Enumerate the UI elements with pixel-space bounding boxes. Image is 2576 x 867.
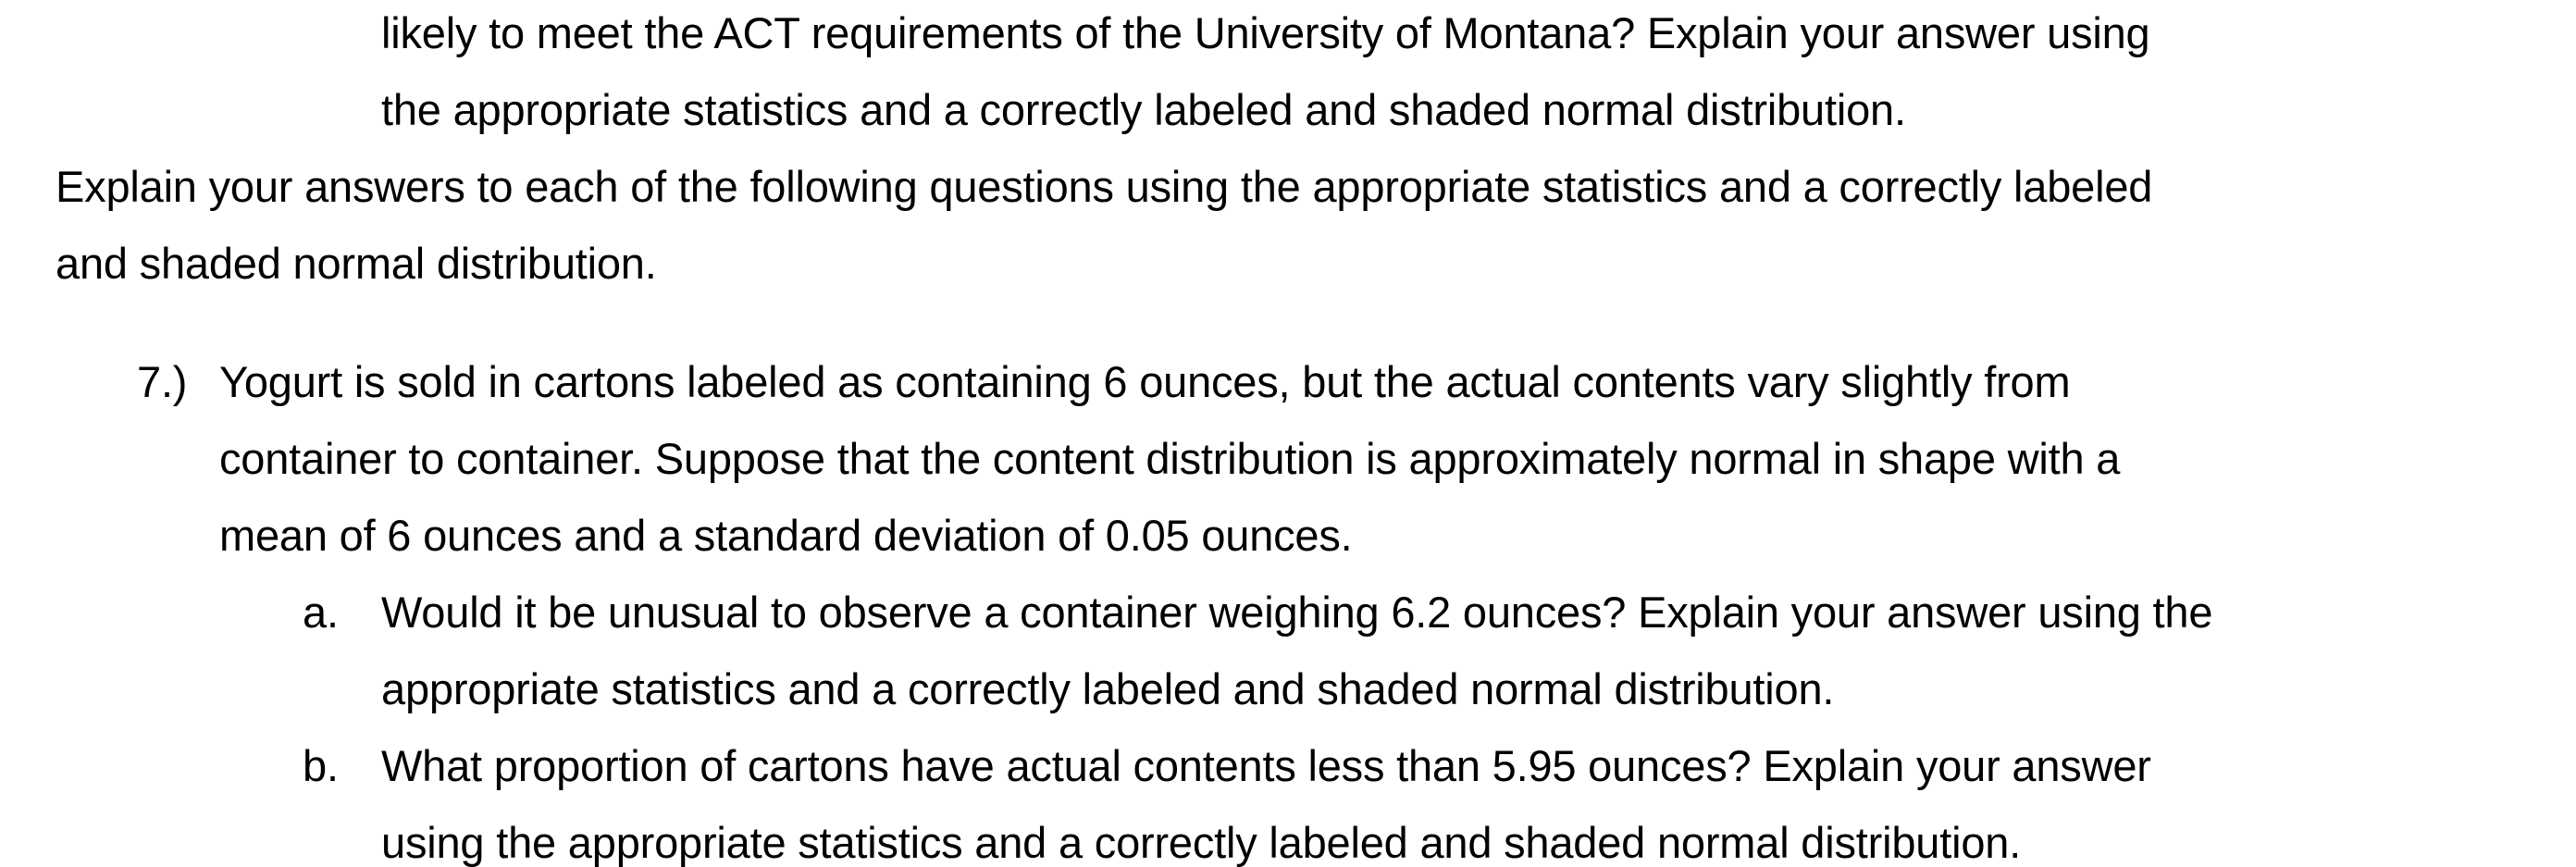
part-b-letter: b. [303, 741, 339, 790]
part-b-line-2: using the appropriate statistics and a correctly labeled and shaded normal distribution. [381, 818, 2022, 867]
part-a-line-1: Would it be unusual to observe a container weighing 6.2 ounces? Explain your answer using the [381, 588, 2213, 637]
instructions-line-2: and shaded normal distribution. [56, 239, 657, 288]
question-number: 7.) [137, 357, 188, 406]
instructions-line-1: Explain your answers to each of the following questions using the appropriate statistics and a correctly labeled [56, 162, 2153, 211]
part-a-letter: a. [303, 588, 339, 637]
part-a-line-2: appropriate statistics and a correctly labeled and shaded normal distribution. [381, 664, 1835, 713]
question-7-line-3: mean of 6 ounces and a standard deviation of 0.05 ounces. [219, 511, 1353, 560]
question-7-line-2: container to container. Suppose that the content distribution is approximately normal in shape with a [219, 434, 2121, 483]
previous-question-line-1: likely to meet the ACT requirements of the University of Montana? Explain your answer using [381, 8, 2150, 57]
previous-question-line-2: the appropriate statistics and a correctly labeled and shaded normal distribution. [381, 85, 1906, 134]
question-7-line-1: Yogurt is sold in cartons labeled as containing 6 ounces, but the actual contents vary slightly from [219, 357, 2071, 406]
part-b-line-1: What proportion of cartons have actual contents less than 5.95 ounces? Explain your answer [381, 741, 2151, 790]
